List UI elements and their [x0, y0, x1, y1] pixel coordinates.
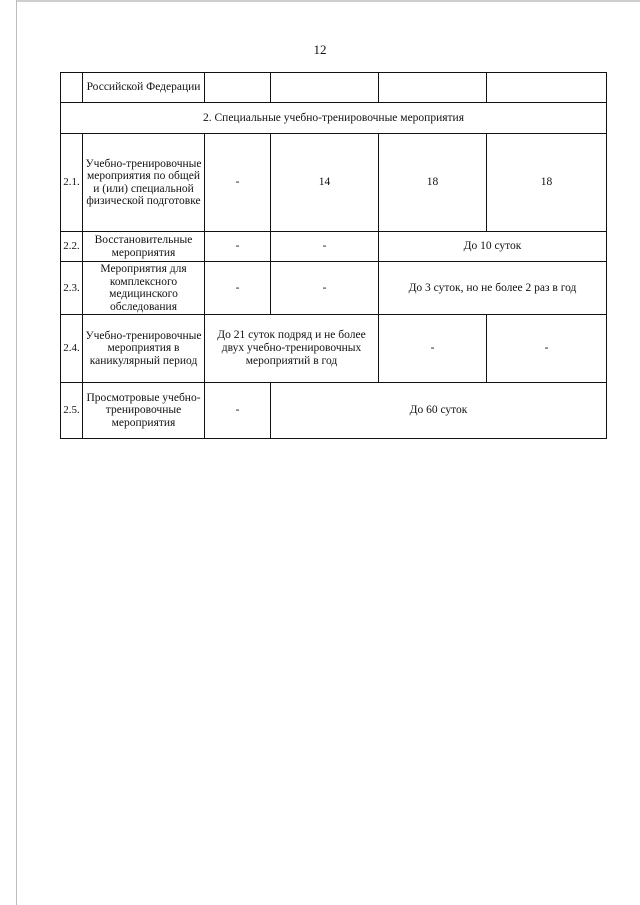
table-row	[61, 383, 607, 439]
value-cell: До 3 суток, но не более 2 раз в год	[379, 262, 607, 315]
value-cell: До 60 суток	[271, 383, 607, 439]
value-cell: 18	[487, 134, 607, 232]
table-row	[61, 315, 607, 383]
row-number: 2.5.	[61, 383, 83, 439]
row-number: 2.4.	[61, 315, 83, 383]
table-row	[61, 262, 607, 315]
num-cell	[61, 73, 83, 103]
section-header-row	[61, 103, 607, 134]
table-row	[61, 232, 607, 262]
table-row	[61, 134, 607, 232]
table-row	[61, 73, 607, 103]
value-cell	[271, 73, 379, 103]
value-cell: До 10 суток	[379, 232, 607, 262]
value-cell: -	[205, 134, 271, 232]
events-table	[60, 72, 607, 439]
value-cell: -	[205, 383, 271, 439]
value-cell: -	[205, 262, 271, 315]
section-title: 2. Специальные учебно-тренировочные мероприятия	[61, 103, 607, 134]
value-cell: -	[271, 232, 379, 262]
value-cell: -	[487, 315, 607, 383]
page-number: 12	[313, 42, 327, 57]
value-cell: -	[271, 262, 379, 315]
value-cell: 18	[379, 134, 487, 232]
scan-edge	[16, 0, 17, 905]
row-name: Учебно-тренировочные мероприятия в каникулярный период	[83, 315, 205, 383]
value-cell: -	[205, 232, 271, 262]
row-name: Российской Федерации	[83, 73, 205, 103]
scan-edge	[16, 0, 640, 2]
value-cell: -	[379, 315, 487, 383]
row-name: Восстановительные мероприятия	[83, 232, 205, 262]
row-number: 2.2.	[61, 232, 83, 262]
value-cell: 14	[271, 134, 379, 232]
row-number: 2.1.	[61, 134, 83, 232]
value-cell: До 21 суток подряд и не более двух учебно-тренировочных мероприятий в год	[205, 315, 379, 383]
value-cell	[379, 73, 487, 103]
row-name: Мероприятия для комплексного медицинского обследования	[83, 262, 205, 315]
row-name: Учебно-тренировочные мероприятия по общей и (или) специальной физической подготовке	[83, 134, 205, 232]
value-cell	[205, 73, 271, 103]
value-cell	[487, 73, 607, 103]
row-name: Просмотровые учебно-тренировочные мероприятия	[83, 383, 205, 439]
row-number: 2.3.	[61, 262, 83, 315]
